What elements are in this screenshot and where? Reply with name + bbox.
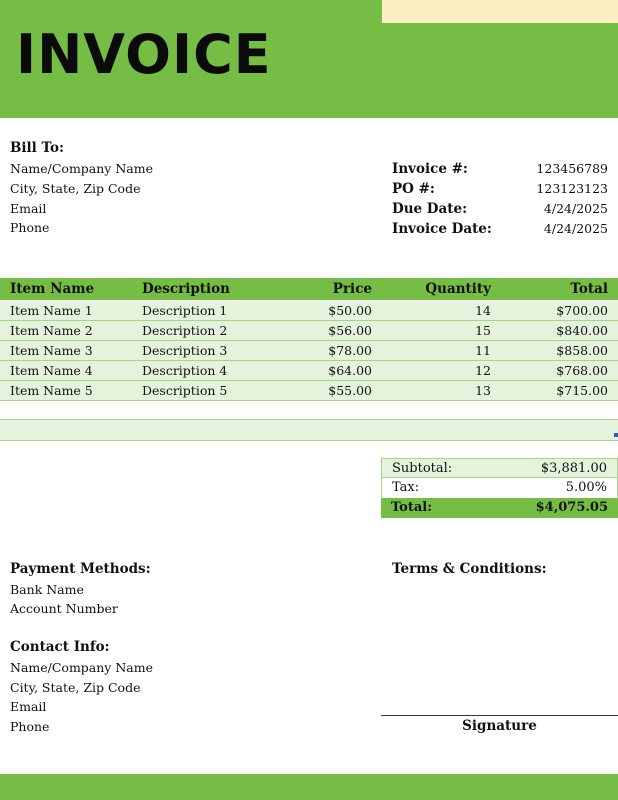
price-cell: $78.00 (328, 343, 372, 358)
price-cell: $50.00 (328, 303, 372, 318)
item-name-cell: Item Name 1 (10, 303, 93, 318)
total-value: $4,075.05 (535, 500, 608, 515)
total-cell: $700.00 (556, 303, 608, 318)
invoice-number-value: 123456789 (536, 161, 608, 176)
table-row (0, 341, 618, 361)
bill-to-heading: Bill To: (10, 140, 64, 156)
contact-email: Email (10, 699, 47, 714)
po-number-label: PO #: (392, 181, 435, 197)
bill-to-name: Name/Company Name (10, 161, 153, 176)
table-row (0, 321, 618, 341)
invoice-date-value: 4/24/2025 (543, 221, 608, 236)
quantity-cell: 11 (475, 343, 491, 358)
tax-label: Tax: (392, 480, 420, 495)
header-quantity: Quantity (425, 281, 491, 297)
item-name-cell: Item Name 5 (10, 383, 93, 398)
total-cell: $840.00 (556, 323, 608, 338)
items-table-header (0, 278, 618, 300)
total-cell: $715.00 (556, 383, 608, 398)
payment-methods-heading: Payment Methods: (10, 561, 151, 577)
totals-box (381, 458, 618, 518)
description-cell: Description 4 (142, 363, 228, 378)
signature-line (381, 715, 618, 716)
bank-name: Bank Name (10, 582, 84, 597)
quantity-cell: 15 (475, 323, 491, 338)
description-cell: Description 2 (142, 323, 228, 338)
price-cell: $56.00 (328, 323, 372, 338)
description-cell: Description 1 (142, 303, 228, 318)
resize-handle-icon (614, 433, 618, 437)
item-name-cell: Item Name 3 (10, 343, 93, 358)
item-name-cell: Item Name 4 (10, 363, 93, 378)
quantity-cell: 14 (475, 303, 491, 318)
tax-value: 5.00% (565, 480, 607, 495)
terms-heading: Terms & Conditions: (392, 561, 547, 577)
blank-table-row (0, 419, 618, 441)
subtotal-row (381, 458, 618, 478)
invoice-title: INVOICE (16, 23, 272, 86)
header-total: Total (570, 281, 608, 297)
account-number: Account Number (10, 601, 118, 616)
invoice-number-label: Invoice #: (392, 161, 468, 177)
due-date-value: 4/24/2025 (543, 201, 608, 216)
price-cell: $55.00 (328, 383, 372, 398)
table-row (0, 301, 618, 321)
total-cell: $858.00 (556, 343, 608, 358)
subtotal-value: $3,881.00 (540, 461, 607, 476)
due-date-label: Due Date: (392, 201, 468, 217)
bill-to-email: Email (10, 201, 47, 216)
bill-to-city: City, State, Zip Code (10, 181, 141, 196)
quantity-cell: 12 (475, 363, 491, 378)
invoice-date-label: Invoice Date: (392, 221, 492, 237)
contact-city: City, State, Zip Code (10, 680, 141, 695)
contact-name: Name/Company Name (10, 660, 153, 675)
bill-to-phone: Phone (10, 220, 50, 235)
footer-band (0, 774, 618, 800)
item-name-cell: Item Name 2 (10, 323, 93, 338)
po-number-value: 123123123 (536, 181, 608, 196)
tax-row (381, 478, 618, 498)
contact-info-heading: Contact Info: (10, 639, 110, 655)
subtotal-label: Subtotal: (392, 461, 453, 476)
total-row (381, 498, 618, 518)
table-row (0, 361, 618, 381)
signature-label: Signature (462, 718, 537, 734)
header-item-name: Item Name (10, 281, 95, 297)
total-label: Total: (391, 500, 433, 515)
total-cell: $768.00 (556, 363, 608, 378)
price-cell: $64.00 (328, 363, 372, 378)
quantity-cell: 13 (475, 383, 491, 398)
header-accent (382, 0, 618, 23)
header-description: Description (142, 281, 230, 297)
table-row (0, 381, 618, 401)
description-cell: Description 5 (142, 383, 228, 398)
header-price: Price (332, 281, 372, 297)
description-cell: Description 3 (142, 343, 228, 358)
contact-phone: Phone (10, 719, 50, 734)
